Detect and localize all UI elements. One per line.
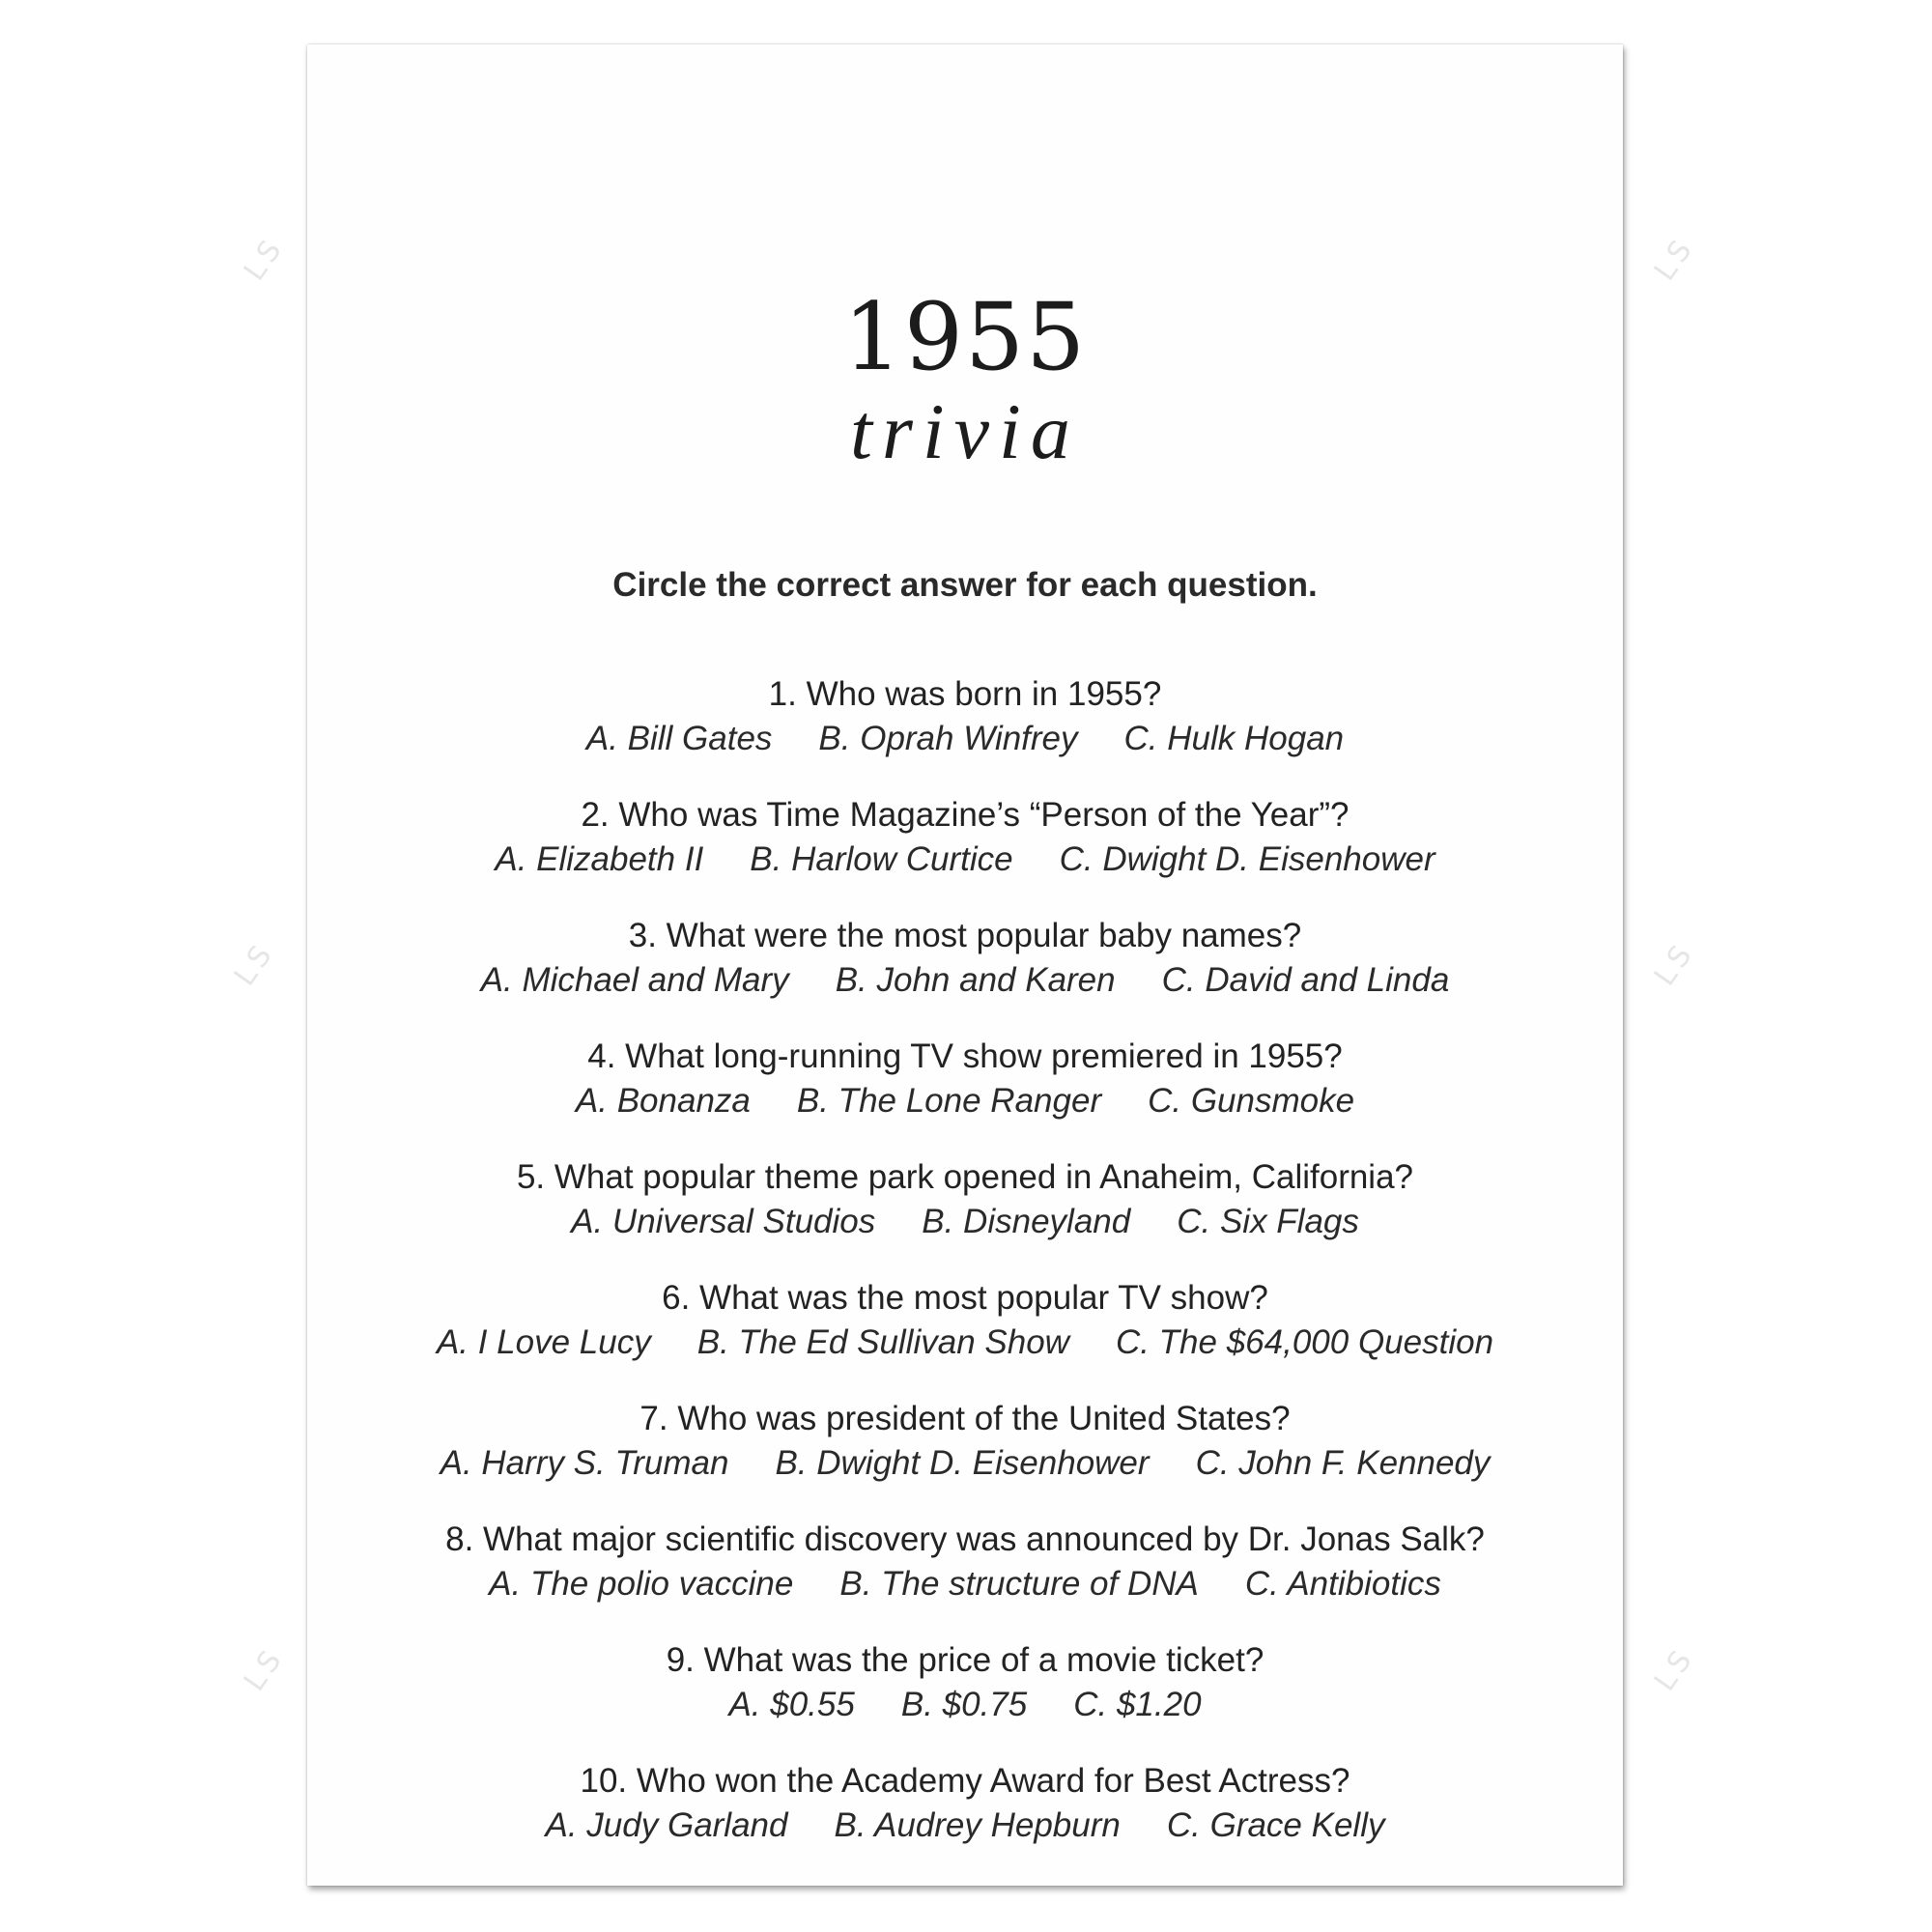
answer-option-b[interactable]: B. $0.75 <box>900 1686 1028 1723</box>
answer-option-c[interactable]: C. Gunsmoke <box>1148 1082 1355 1120</box>
question-text: 8. What major scientific discovery was announced by Dr. Jonas Salk? <box>445 1520 1485 1558</box>
answer-options <box>307 1200 1623 1244</box>
question-item <box>307 1276 1623 1397</box>
watermark-mark: LS <box>1647 1639 1702 1698</box>
watermark-mark: LS <box>237 1639 292 1698</box>
answer-option-a[interactable]: A. Michael and Mary <box>480 961 789 999</box>
question-text: 9. What was the price of a movie ticket? <box>666 1641 1264 1679</box>
answer-option-b[interactable]: B. The structure of DNA <box>839 1565 1199 1603</box>
answer-options <box>307 1321 1623 1365</box>
answer-option-c[interactable]: C. Grace Kelly <box>1166 1806 1385 1844</box>
answer-option-a[interactable]: A. I Love Lucy <box>436 1323 651 1361</box>
answer-option-b[interactable]: B. Oprah Winfrey <box>818 720 1078 757</box>
answer-option-a[interactable]: A. Bonanza <box>575 1082 751 1120</box>
answer-option-b[interactable]: B. The Lone Ranger <box>796 1082 1102 1120</box>
answer-option-c[interactable]: C. Dwight D. Eisenhower <box>1059 840 1435 878</box>
question-item <box>307 672 1623 793</box>
answer-option-b[interactable]: B. The Ed Sullivan Show <box>696 1323 1069 1361</box>
answer-options <box>307 1804 1623 1848</box>
answer-option-b[interactable]: B. Dwight D. Eisenhower <box>775 1444 1150 1482</box>
answer-options <box>307 958 1623 1003</box>
title-year: 1955 <box>842 283 1088 391</box>
answer-option-b[interactable]: B. Disneyland <box>922 1203 1131 1240</box>
answer-option-a[interactable]: A. $0.55 <box>728 1686 855 1723</box>
question-item <box>307 1035 1623 1155</box>
answer-option-b[interactable]: B. John and Karen <box>835 961 1116 999</box>
instructions: Circle the correct answer for each question. <box>612 566 1318 604</box>
question-list <box>307 672 1623 1880</box>
answer-options <box>307 1683 1623 1727</box>
answer-option-a[interactable]: A. Universal Studios <box>571 1203 876 1240</box>
question-text: 7. Who was president of the United States? <box>639 1400 1291 1437</box>
question-text: 3. What were the most popular baby names? <box>628 917 1302 954</box>
answer-option-c[interactable]: C. $1.20 <box>1073 1686 1202 1723</box>
answer-option-c[interactable]: C. Hulk Hogan <box>1123 720 1345 757</box>
answer-option-c[interactable]: C. Antibiotics <box>1244 1565 1441 1603</box>
question-item <box>307 1759 1623 1880</box>
answer-options <box>307 1441 1623 1486</box>
answer-option-c[interactable]: C. David and Linda <box>1161 961 1450 999</box>
watermark-mark: LS <box>1647 229 1702 288</box>
answer-option-c[interactable]: C. John F. Kennedy <box>1195 1444 1491 1482</box>
watermark-mark: LS <box>1647 934 1702 993</box>
answer-option-a[interactable]: A. Judy Garland <box>545 1806 788 1844</box>
question-text: 6. What was the most popular TV show? <box>662 1279 1268 1317</box>
question-text: 5. What popular theme park opened in Anaheim, California? <box>516 1158 1414 1196</box>
answer-options <box>307 1079 1623 1123</box>
answer-options <box>307 1562 1623 1606</box>
answer-options <box>307 838 1623 882</box>
question-item <box>307 1397 1623 1518</box>
question-item <box>307 1518 1623 1638</box>
answer-option-b[interactable]: B. Audrey Hepburn <box>834 1806 1121 1844</box>
answer-option-a[interactable]: A. The polio vaccine <box>489 1565 794 1603</box>
answer-option-b[interactable]: B. Harlow Curtice <box>750 840 1013 878</box>
trivia-card <box>307 44 1623 1886</box>
question-text: 4. What long-running TV show premiered in 1955? <box>587 1037 1343 1075</box>
question-text: 1. Who was born in 1955? <box>768 675 1162 713</box>
title-subtitle: trivia <box>850 387 1080 475</box>
answer-option-c[interactable]: C. Six Flags <box>1177 1203 1359 1240</box>
answer-option-a[interactable]: A. Bill Gates <box>585 720 773 757</box>
watermark-mark: LS <box>237 229 292 288</box>
question-item <box>307 1155 1623 1276</box>
answer-option-a[interactable]: A. Elizabeth II <box>495 840 704 878</box>
question-text: 10. Who won the Academy Award for Best Actress? <box>580 1762 1350 1800</box>
answer-option-a[interactable]: A. Harry S. Truman <box>440 1444 729 1482</box>
answer-option-c[interactable]: C. The $64,000 Question <box>1115 1323 1494 1361</box>
watermark-mark: LS <box>227 934 282 993</box>
question-text: 2. Who was Time Magazine’s “Person of the Year”? <box>581 796 1350 834</box>
answer-options <box>307 717 1623 761</box>
question-item <box>307 1638 1623 1759</box>
question-item <box>307 914 1623 1035</box>
question-item <box>307 793 1623 914</box>
